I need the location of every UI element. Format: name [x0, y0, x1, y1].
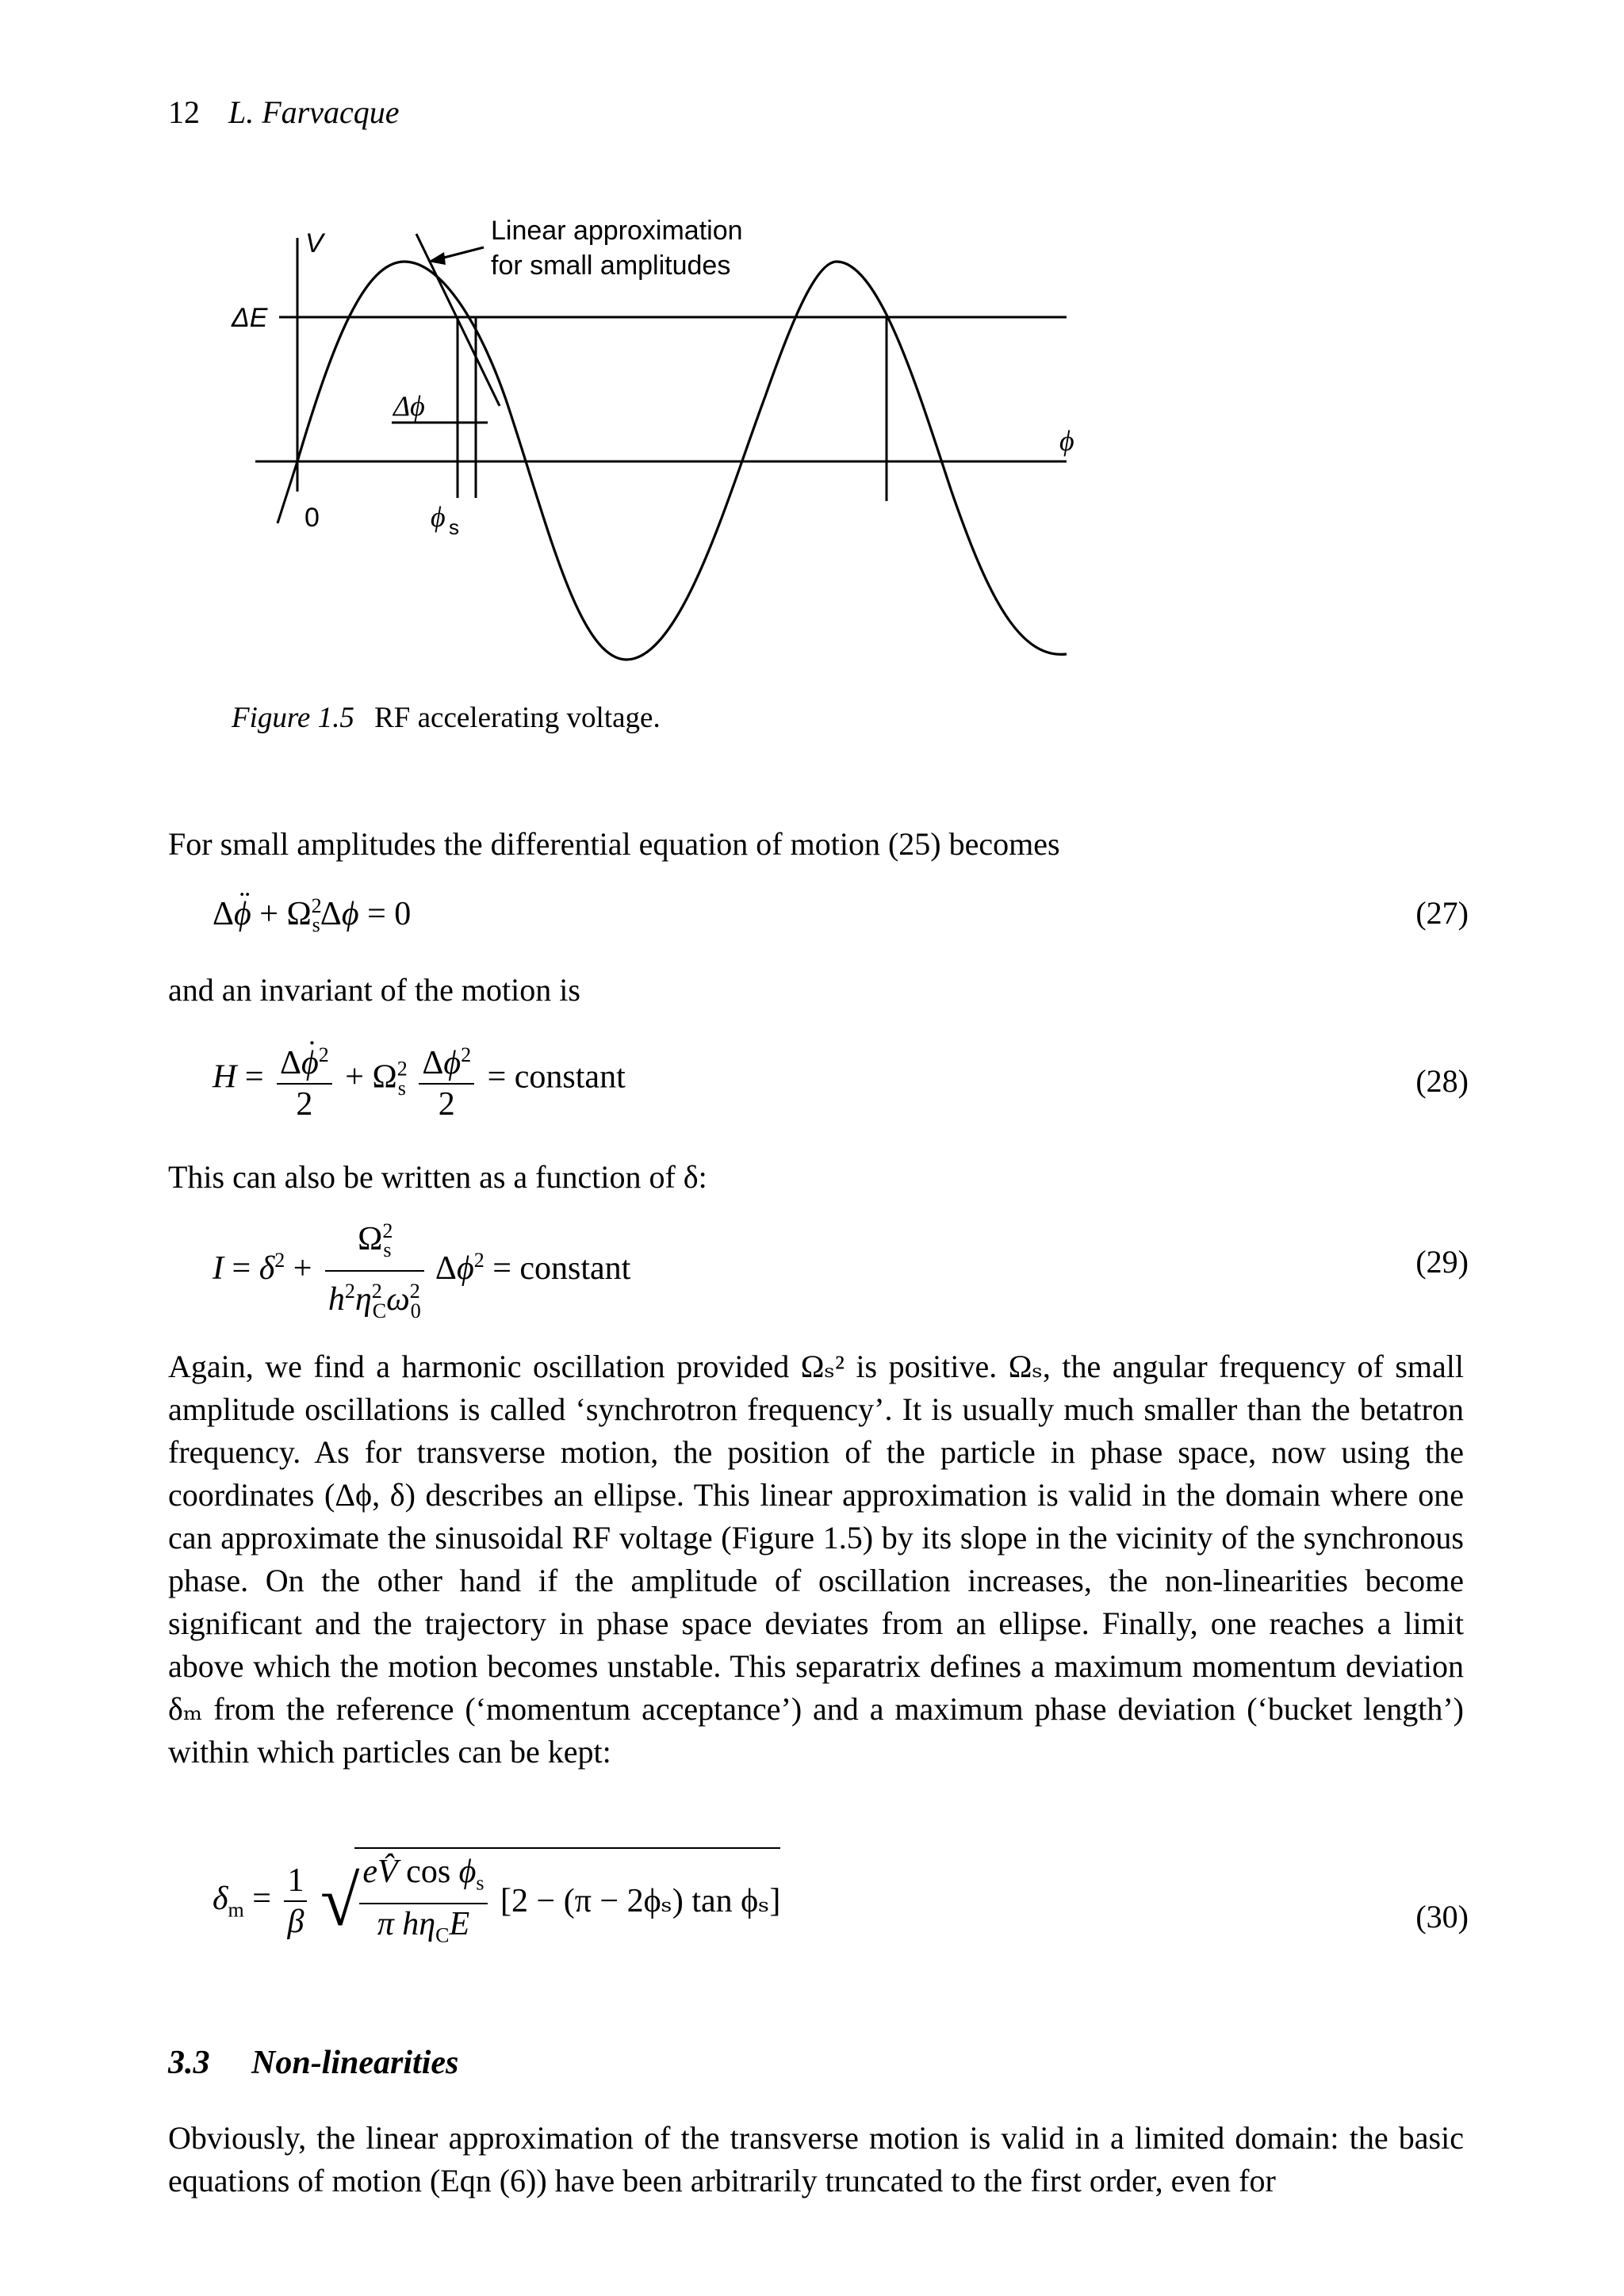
equation-27-number: (27): [1415, 895, 1469, 931]
v-axis-lower: [278, 461, 297, 523]
phi-s-label: ϕ: [431, 501, 446, 533]
equation-28-number: (28): [1415, 1063, 1469, 1099]
zero-label: 0: [304, 503, 320, 533]
section-heading: [168, 2044, 458, 2082]
equation-30: $\delta_m$ = $\frac{1}{\beta}$ √ $\frac{eV̂ \cos \phi_s}{\pi h\eta_CE}$ [2 − (π − 2ϕₛ) tan ϕₛ] (30): [213, 1847, 1469, 1982]
equation-28: H = $\frac{\Delta˙ \phi^2}{2}$ + $\Omega^2_s$ $\frac{\Delta\phi^2}{2}$ = constant (28): [213, 1035, 1469, 1131]
eq30-bracket: [2 − (π − 2ϕₛ) tan ϕₛ]: [500, 1883, 781, 1920]
paragraph-last: Obviously, the linear approximation of the transverse motion is valid in a limited domain: the basic equations of motion (Eqn (6)) have been arbitrarily truncated to the first order, even for: [168, 2120, 1464, 2198]
equation-27: Δ¨ $\phi + \Omega^2_s\Delta\phi = 0$ (27): [213, 894, 1469, 989]
section-title: Non-linearities: [251, 2045, 459, 2081]
running-author: L. Farvacque: [228, 94, 400, 130]
equation-30-number: (30): [1415, 1899, 1469, 1934]
delta-e-label: ΔE: [232, 303, 268, 333]
equation-29-number: (29): [1415, 1244, 1469, 1280]
paragraph-invariant: and an invariant of the motion is: [168, 972, 580, 1008]
phi-axis-label: ϕ: [1059, 425, 1074, 457]
paragraph-main: Again, we find a harmonic oscillation provided Ωₛ² is positive. Ωₛ, the angular frequency of small amplitude oscillations is called ‘synchrotron frequency’. It is usually much smaller than the betatron frequency. As for transverse motion, the position of the particle in phase space, now using the coordinates (Δϕ, δ) describes an ellipse. This linear approximation is valid in the domain where one can approximate the sinusoidal RF voltage (Figure 1.5) by its slope in the vicinity of the synchronous phase. On the other hand if the amplitude of oscillation increases, the non-linearities become significant and the trajectory in phase space deviates from an ellipse. Finally, one reaches a limit above which the motion becomes unstable. This separatrix defines a maximum momentum deviation δₘ from the reference (‘momentum acceptance’) and a maximum phase deviation (‘bucket length’) within which particles can be kept:: [168, 1349, 1464, 1770]
phi-s-subscript: s: [449, 515, 459, 539]
page-number: 12: [168, 94, 200, 130]
figure-caption-text: RF accelerating voltage.: [374, 702, 661, 734]
eq28-rhs: = constant: [487, 1058, 626, 1096]
figure-caption-label: Figure 1.5: [232, 702, 354, 734]
eq29-rhs: = constant: [492, 1250, 631, 1288]
paragraph-intro: For small amplitudes the differential equation of motion (25) becomes: [168, 826, 1060, 862]
delta-phi-label: Δϕ: [393, 390, 425, 422]
section-number: 3.3: [168, 2045, 210, 2081]
eq27-tail: = 0: [367, 896, 412, 932]
v-axis-label: V: [305, 228, 324, 258]
annotation-text-1: Linear approximation: [491, 216, 743, 246]
equation-29: $I = \delta^2$ + $\frac{\Omega^2_s}{h^2\eta^2_C\omega^2_0}$ $\Delta\phi^2$ = constant (29): [213, 1211, 1469, 1307]
rf-voltage-figure: [0, 0, 1624, 761]
paragraph-delta-function: This can also be written as a function of δ:: [168, 1159, 707, 1195]
annotation-text-2: for small amplitudes: [491, 251, 731, 281]
figure-caption: [232, 701, 661, 735]
